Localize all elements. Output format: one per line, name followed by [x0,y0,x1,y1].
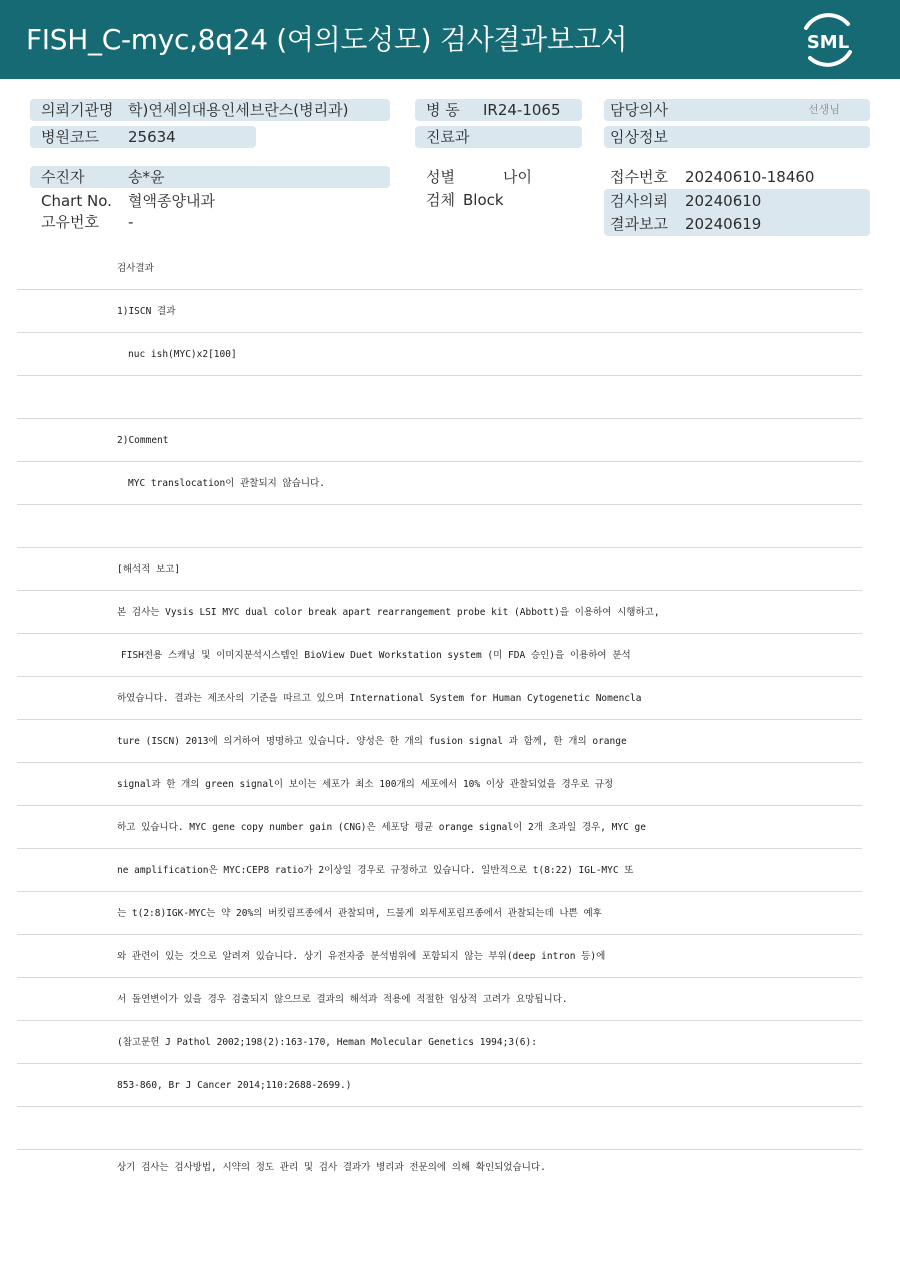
hospital-code-value: 25634 [128,128,176,146]
interpretive-line: FISH전용 스캐닝 및 이미지분석시스템인 BioView Duet Workstation system (미 FDA 승인)을 이용하여 분석 [121,650,631,661]
comment-heading: 2)Comment [117,435,169,446]
report-row [17,462,862,505]
interpretive-line: 하였습니다. 결과는 제조사의 기준을 따르고 있으며 International System for Human Cytogenetic Nomencla [117,693,642,704]
report-date-label: 결과보고 [610,215,668,233]
ward-label: 병 동 [426,101,460,119]
report-header [0,0,900,79]
interpretive-line: 하고 있습니다. MYC gene copy number gain (CNG)은 세포당 평균 orange signal이 2개 초과일 경우, MYC ge [117,822,646,833]
specimen-label: 검체 [426,191,455,209]
report-row [17,763,862,806]
interpretive-line: ne amplification은 MYC:CEP8 ratio가 2이상일 경우로 규정하고 있습니다. 일반적으로 t(8:22) IGL-MYC 또 [117,865,634,876]
interpretive-line: 와 관련이 있는 것으로 알려져 있습니다. 상기 유전자중 분석범위에 포함되지 않는 부위(deep intron 등)에 [117,951,606,962]
hospital-code-label: 병원코드 [41,128,99,146]
report-row [17,1021,862,1064]
report-row [17,1064,862,1107]
reference-line: (참고문헌 J Pathol 2002;198(2):163-170, Heman Molecular Genetics 1994;3(6): [117,1037,537,1048]
interpretive-line: 는 t(2:8)IGK-MYC는 약 20%의 버킷림프종에서 관찰되며, 드물게 외투세포림프종에서 관찰되는데 나쁜 예후 [117,908,602,919]
report-row [17,849,862,892]
department-label: 진료과 [426,128,470,146]
reference-line: 853-860, Br J Cancer 2014;110:2688-2699.) [117,1080,352,1091]
chart-no-value: 혈액종양내과 [128,192,215,210]
clinical-info-label: 임상정보 [610,128,668,146]
comment-text: MYC translocation이 관찰되지 않습니다. [128,478,325,489]
report-row [17,892,862,935]
sex-label: 성별 [426,168,455,186]
iscn-result: nuc ish(MYC)x2[100] [128,349,237,360]
report-row [17,505,862,548]
report-row [17,247,862,290]
report-date-value: 20240619 [685,215,762,233]
svg-text:SML: SML [806,32,850,53]
unique-no-label: 고유번호 [41,213,99,231]
interpretive-line: 본 검사는 Vysis LSI MYC dual color break apart rearrangement probe kit (Abbott)을 이용하여 시행하고, [117,607,660,618]
patient-value: 송*윤 [128,168,165,186]
sml-logo [796,10,860,70]
request-date-value: 20240610 [685,192,762,210]
report-row [17,677,862,720]
report-row [17,1107,862,1150]
report-row [17,591,862,634]
report-row [17,376,862,419]
patient-label: 수진자 [41,168,85,186]
report-row [17,548,862,591]
ward-value: IR24-1065 [483,101,561,119]
report-row [17,634,862,677]
request-date-label: 검사의뢰 [610,192,668,210]
interpretive-line: signal과 한 개의 green signal이 보이는 세포가 최소 100개의 세포에서 10% 이상 관찰되었을 경우로 규정 [117,779,614,790]
verification-note: 상기 검사는 검사방법, 시약의 정도 관리 및 검사 결과가 병리과 전문의에 의해 확인되었습니다. [117,1162,546,1173]
institution-value: 학)연세의대용인세브란스(병리과) [128,101,349,119]
report-row [17,333,862,376]
report-row [17,290,862,333]
report-row [17,419,862,462]
report-row [17,978,862,1021]
report-row [17,935,862,978]
report-row [17,806,862,849]
iscn-heading: 1)ISCN 결과 [117,306,176,317]
section-heading-result: 검사결과 [117,263,154,274]
interpretive-heading: [해석적 보고] [117,564,181,575]
unique-no-value: - [128,213,134,231]
chart-no-label: Chart No. [41,192,112,210]
interpretive-line: 서 돌연변이가 있을 경우 검출되지 않으므로 결과의 해석과 적용에 적절한 임상적 고려가 요망됩니다. [117,994,568,1005]
doctor-label: 담당의사 [610,101,668,119]
report-title: FISH_C-myc,8q24 (여의도성모) 검사결과보고서 [26,23,628,56]
interpretive-line: ture (ISCN) 2013에 의거하여 명명하고 있습니다. 양성은 한 개의 fusion signal 과 함께, 한 개의 orange [117,736,627,747]
report-row [17,720,862,763]
institution-label: 의뢰기관명 [41,101,114,119]
receipt-label: 접수번호 [610,168,668,186]
age-label: 나이 [503,168,532,186]
specimen-value: Block [463,191,504,209]
receipt-value: 20240610-18460 [685,168,815,186]
doctor-suffix: 선생님 [808,103,840,116]
report-body [17,247,862,1150]
